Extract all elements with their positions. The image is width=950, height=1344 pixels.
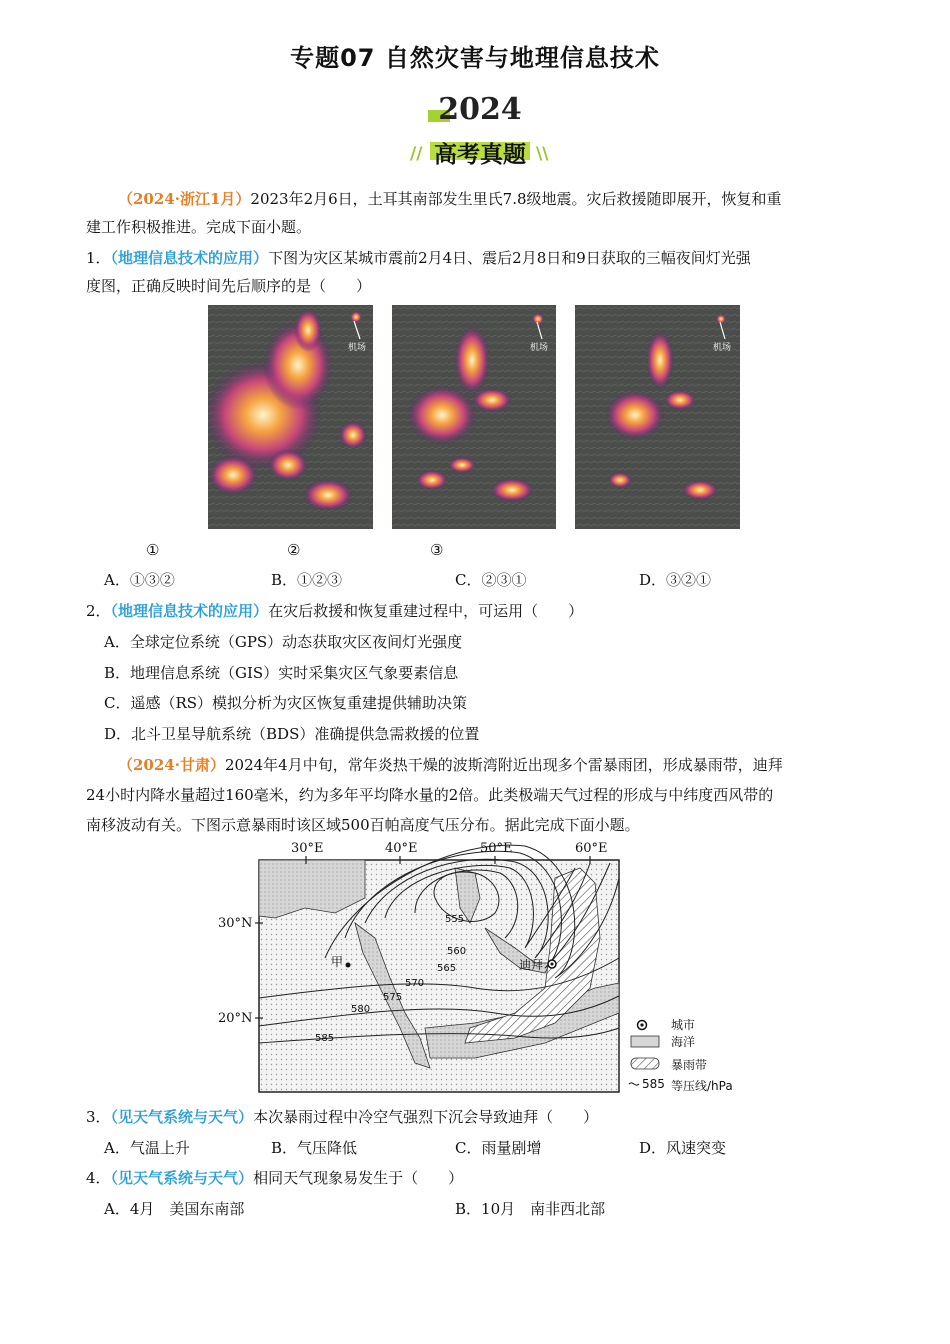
option-b[interactable]: B．10月 南非西北部 — [455, 1200, 606, 1218]
lon-label: 50°E — [480, 841, 513, 856]
option-d[interactable]: D．风速突变 — [639, 1139, 727, 1157]
image-marker: ① — [146, 541, 160, 559]
slash-decoration-icon: // — [410, 144, 423, 164]
topic-tag: （见天气系统与天气） — [110, 1169, 254, 1187]
image-marker: ② — [287, 541, 301, 559]
legend-label: 海洋 — [671, 1035, 696, 1049]
topic-tag: （地理信息技术的应用） — [110, 602, 269, 620]
question-2: 2．（地理信息技术的应用）在灾后救援和恢复重建过程中，可运用（ ） — [86, 602, 584, 620]
option-c[interactable]: C．雨量剧增 — [455, 1139, 542, 1157]
intro-paragraph-cont: 南移波动有关。下图示意暴雨时该区域500百帕高度气压分布。据此完成下面小题。 — [86, 816, 640, 834]
contour-label: 560 — [447, 946, 467, 957]
question-1-cont: 度图，正确反映时间先后顺序的是（ ） — [86, 277, 372, 295]
legend-sample: 585 — [642, 1077, 665, 1091]
intro-paragraph: （2024·甘肃）2024年4月中旬，常年炎热干燥的波斯湾附近出现多个雷暴雨团，形成暴雨带，迪拜 — [118, 756, 783, 774]
option-a[interactable]: A．4月 美国东南部 — [104, 1200, 245, 1218]
image-marker: ③ — [430, 541, 444, 559]
lon-label: 40°E — [385, 841, 418, 856]
slash-decoration-icon: \\ — [536, 144, 549, 164]
question-3: 3．（见天气系统与天气）本次暴雨过程中冷空气强烈下沉会导致迪拜（ ） — [86, 1108, 599, 1126]
intro-paragraph-cont: 建工作积极推进。完成下面小题。 — [86, 218, 312, 236]
contour-label: 555 — [445, 914, 465, 925]
banner-label: 高考真题 — [434, 142, 526, 168]
city-marker — [346, 963, 351, 968]
contour-label: 585 — [315, 1033, 335, 1044]
airport-label: 机场 — [530, 343, 549, 353]
section-banner — [410, 136, 550, 166]
section-header — [390, 92, 570, 172]
night-light-image-2 — [392, 305, 556, 529]
lat-label: 30°N — [218, 916, 253, 931]
question-4: 4．（见天气系统与天气）相同天气现象易发生于（ ） — [86, 1169, 464, 1187]
ocean-swatch — [630, 1035, 662, 1049]
airport-label: 机场 — [348, 343, 367, 353]
topic-tag: （地理信息技术的应用） — [110, 249, 269, 267]
option-b[interactable]: B．地理信息系统（GIS）实时采集灾区气象要素信息 — [104, 664, 459, 682]
contour-label: 575 — [383, 992, 403, 1003]
place-label: 甲 — [331, 955, 344, 969]
topic-tag: （见天气系统与天气） — [110, 1108, 254, 1126]
contour-label: 580 — [351, 1004, 371, 1015]
option-d[interactable]: D．③②① — [639, 571, 712, 589]
intro-paragraph-cont: 24小时内降水量超过160毫米，约为多年平均降水量的2倍。此类极端天气过程的形成与中纬度西风带的 — [86, 786, 774, 804]
rainband-swatch — [630, 1057, 662, 1071]
airport-label: 机场 — [713, 343, 732, 353]
night-light-images — [208, 305, 743, 531]
section-year: 2024 — [438, 92, 522, 127]
lon-label: 60°E — [575, 841, 608, 856]
option-b[interactable]: B．气压降低 — [271, 1139, 358, 1157]
city-icon — [632, 1015, 652, 1035]
contour-label: 565 — [437, 963, 457, 974]
page-title: 专题07 自然灾害与地理信息技术 — [290, 44, 660, 72]
lon-label: 30°E — [291, 841, 324, 856]
question-1: 1．（地理信息技术的应用）下图为灾区某城市震前2月4日、震后2月8日和9日获取的三幅夜间灯光强 — [86, 249, 751, 267]
legend-label: 暴雨带 — [671, 1058, 708, 1072]
source-tag: （2024·甘肃） — [118, 756, 225, 774]
intro-paragraph: （2024·浙江1月）2023年2月6日，土耳其南部发生里氏7.8级地震。灾后救援随即展开，恢复和重 — [118, 190, 782, 208]
option-b[interactable]: B．①②③ — [271, 571, 343, 589]
option-a[interactable]: A．气温上升 — [104, 1139, 190, 1157]
legend-label: 城市 — [671, 1018, 696, 1032]
option-a[interactable]: A．①③② — [104, 571, 175, 589]
source-tag: （2024·浙江1月） — [118, 190, 251, 208]
night-light-image-1 — [208, 305, 373, 529]
legend-label: 等压线/hPa — [671, 1079, 733, 1093]
option-a[interactable]: A．全球定位系统（GPS）动态获取灾区夜间灯光强度 — [104, 633, 463, 651]
option-d[interactable]: D．北斗卫星导航系统（BDS）准确提供急需救援的位置 — [104, 725, 480, 743]
lat-label: 20°N — [218, 1011, 253, 1026]
option-c[interactable]: C．②③① — [455, 571, 527, 589]
option-c[interactable]: C．遥感（RS）模拟分析为灾区恢复重建提供辅助决策 — [104, 694, 468, 712]
night-light-image-3 — [575, 305, 740, 529]
place-label: 迪拜 — [519, 958, 544, 972]
contour-label: 570 — [405, 978, 425, 989]
